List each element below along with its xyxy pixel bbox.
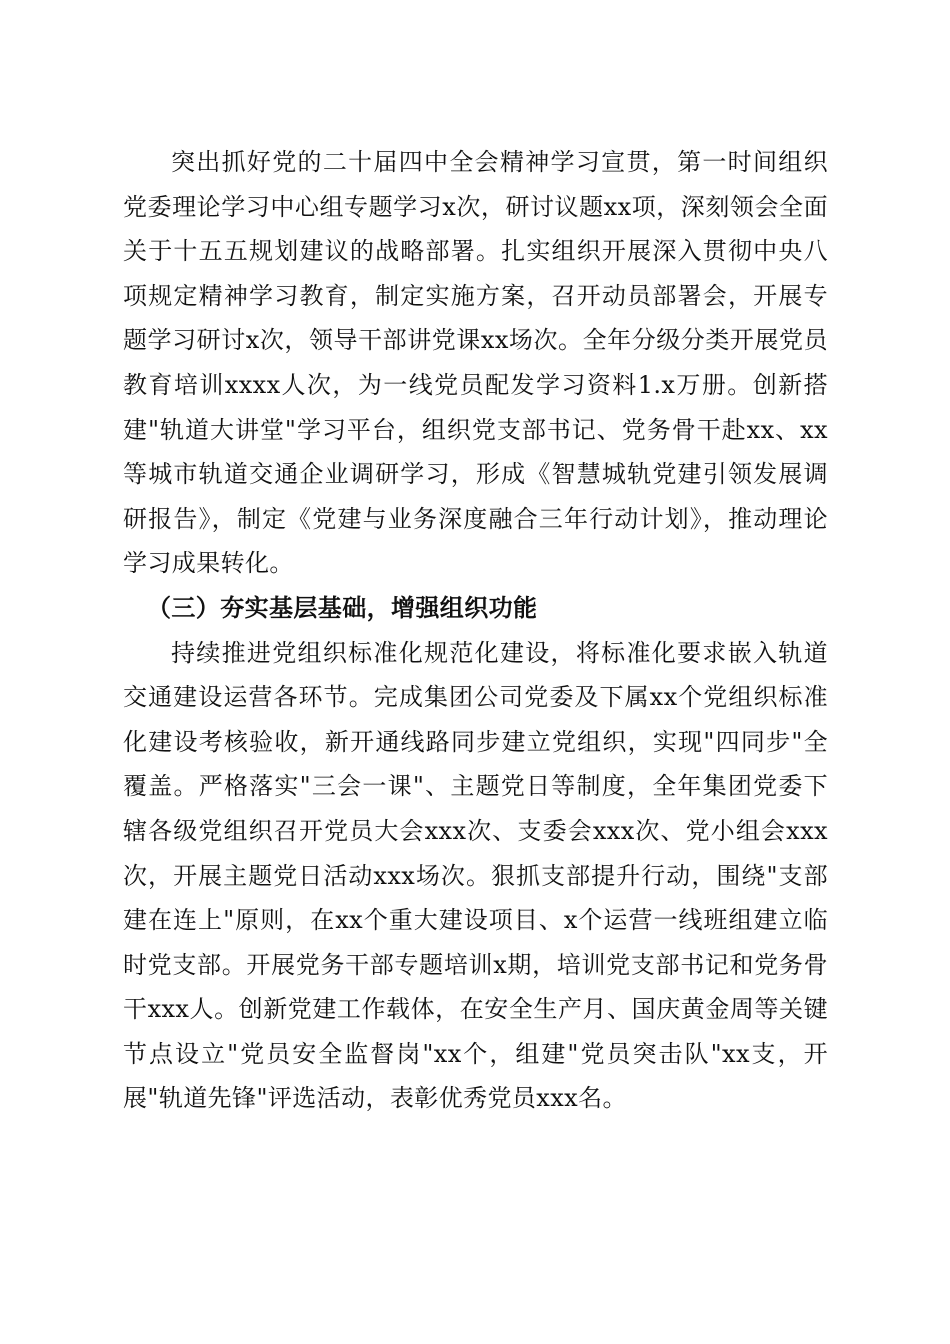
section-heading-3: （三）夯实基层基础，增强组织功能 [147, 592, 538, 622]
paragraph-theory-study: 突出抓好党的二十届四中全会精神学习宣贯，第一时间组织党委理论学习中心组专题学习x次，研讨议题xx项，深刻领会全面关于十五五规划建议的战略部署。扎实组织开展深入贯彻中央八项规定精神学习教育，制定实施方案，召开动员部署会，开展专题学习研讨x次，领导干部讲党课xx场次。全年分级分类开展党员教育培训xxxx人次，为一线党员配发学习资料1.x万册。创新搭建"轨道大讲堂"学习平台，组织党支部书记、党务骨干赴xx、xx等城市轨道交通企业调研学习，形成《智慧城轨党建引领发展调研报告》，制定《党建与业务深度融合三年行动计划》，推动理论学习成果转化。 [123, 148, 828, 578]
paragraph-grassroots-organization: 持续推进党组织标准化规范化建设，将标准化要求嵌入轨道交通建设运营各环节。完成集团公司党委及下属xx个党组织标准化建设考核验收，新开通线路同步建立党组织，实现"四同步"全覆盖。严格落实"三会一课"、主题党日等制度，全年集团党委下辖各级党组织召开党员大会xxx次、支委会xxx次、党小组会xxx次，开展主题党日活动xxx场次。狠抓支部提升行动，围绕"支部建在连上"原则，在xx个重大建设项目、x个运营一线班组建立临时党支部。开展党务干部专题培训x期，培训党支部书记和党务骨干xxx人。创新党建工作载体，在安全生产月、国庆黄金周等关键节点设立"党员安全监督岗"xx个，组建"党员突击队"xx支，开展"轨道先锋"评选活动，表彰优秀党员xxx名。 [123, 638, 828, 1113]
document-body [123, 140, 828, 1121]
